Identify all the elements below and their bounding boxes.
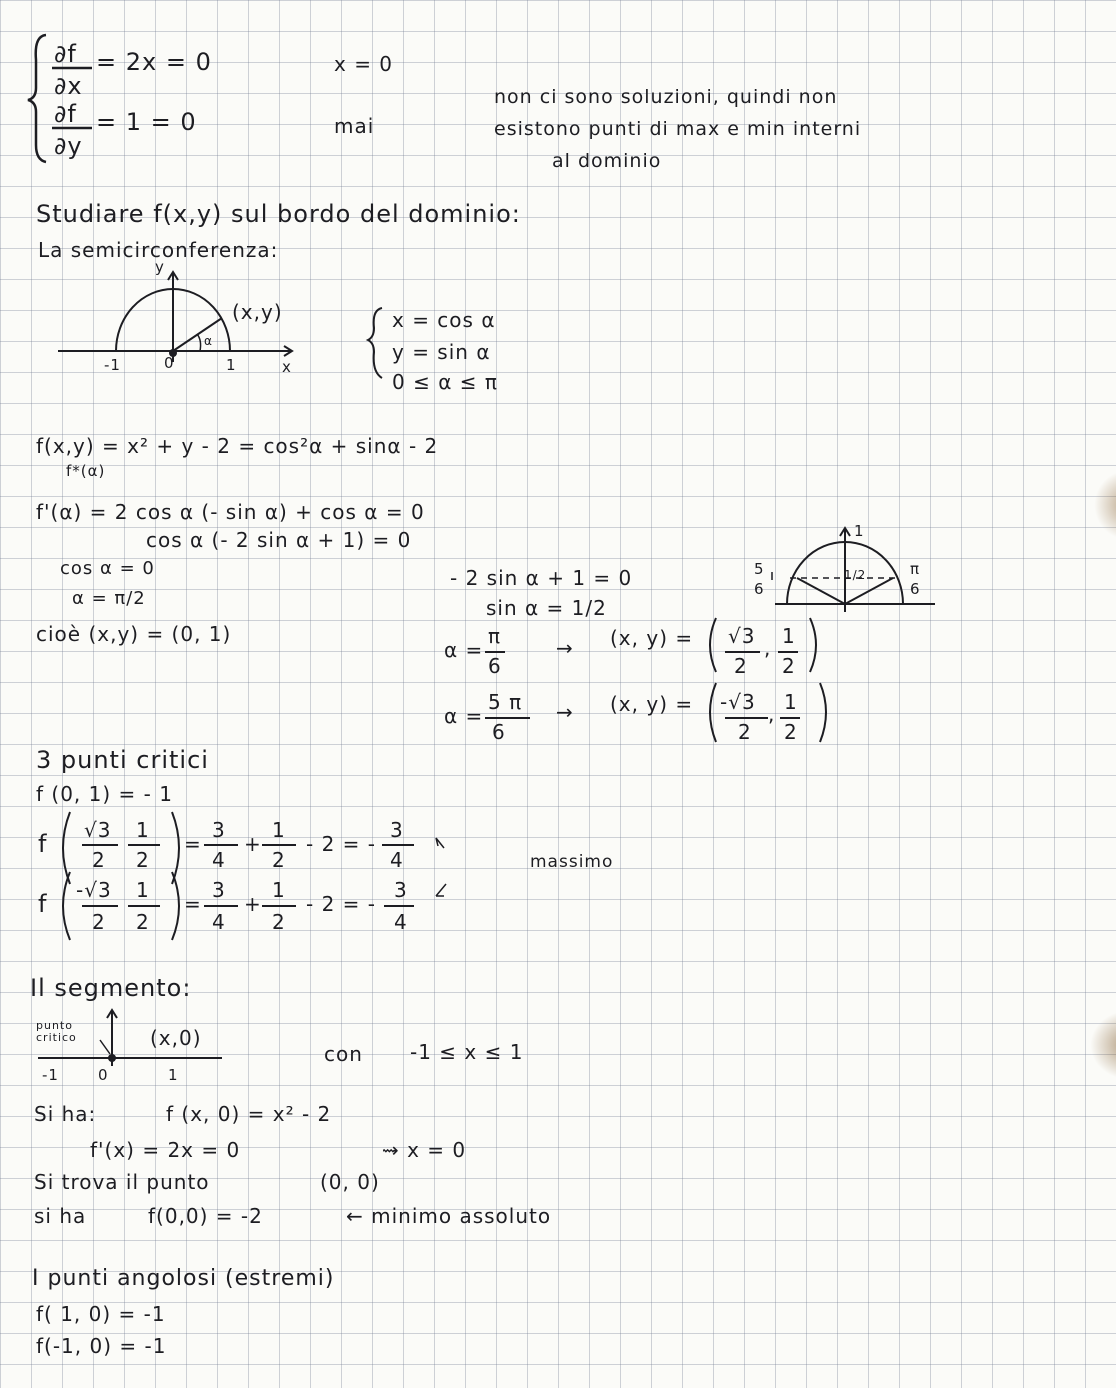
tick-zero: 0 — [164, 354, 175, 372]
arrow-1: → — [556, 636, 574, 660]
two-2b: 2 — [784, 720, 798, 744]
mai-note: mai — [334, 114, 375, 138]
c2-three-b: 3 — [394, 878, 408, 902]
c1-one: 1 — [136, 818, 150, 842]
f-1-0: f( 1, 0) = -1 — [36, 1302, 166, 1326]
c2-one-b: 1 — [272, 878, 286, 902]
border-title: Studiare f(x,y) sul bordo del dominio: — [36, 200, 521, 228]
c2-three: 3 — [212, 878, 226, 902]
c1-four-b: 4 — [390, 848, 404, 872]
alpha-pi-half: α = π/2 — [72, 588, 146, 609]
c1-three: 3 — [212, 818, 226, 842]
tick-one: 1 — [226, 356, 237, 374]
param-y: y = sin α — [392, 340, 491, 364]
dx-denominator: ∂x — [54, 72, 83, 100]
dy-denominator: ∂y — [54, 132, 83, 160]
corners-heading: I punti angolosi (estremi) — [32, 1266, 335, 1291]
sketch-left-num: 5 — [754, 560, 765, 578]
f-star-alpha: f*(α) — [66, 462, 106, 480]
si-ha-2: si ha — [34, 1204, 87, 1228]
param-x: x = cos α — [392, 308, 496, 332]
c2-two-c: 2 — [272, 910, 286, 934]
c1-minus: - 2 = - — [306, 832, 376, 856]
point-label: (x,y) — [232, 300, 283, 324]
sketch-right-num: π — [910, 560, 921, 578]
tick-neg-one: -1 — [104, 356, 121, 374]
minimo-assoluto: ← minimo assoluto — [346, 1204, 552, 1228]
alpha-1-label: α = — [444, 638, 484, 662]
alpha-1-num: π — [488, 624, 502, 648]
seg-tick-one: 1 — [168, 1066, 179, 1084]
sqrt3-1: √3 — [728, 624, 756, 648]
c1-two-c: 2 — [272, 848, 286, 872]
two-1b: 2 — [782, 654, 796, 678]
c1-three-b: 3 — [390, 818, 404, 842]
alpha-2-label: α = — [444, 704, 484, 728]
f-prefix-2: f — [38, 890, 48, 918]
max-note: massimo — [530, 852, 614, 872]
xy-eq-2: (x, y) = — [610, 692, 694, 716]
comma-1: , — [764, 636, 772, 660]
axis-x-label: x — [282, 358, 292, 376]
x-equals-zero: ⇝ x = 0 — [382, 1138, 467, 1162]
point-00: (0, 0) — [320, 1170, 380, 1194]
seg-tick-zero: 0 — [98, 1066, 109, 1084]
critical-heading: 3 punti critici — [36, 746, 209, 774]
gradient-eq-y: = 1 = 0 — [96, 108, 197, 136]
cos-zero: cos α = 0 — [60, 558, 155, 579]
neg-sqrt3-2: -√3 — [720, 690, 756, 714]
x-zero: x = 0 — [334, 52, 394, 76]
f-x-0: f (x, 0) = x² - 2 — [166, 1102, 332, 1126]
c2-four-b: 4 — [394, 910, 408, 934]
seg-tick-neg: -1 — [42, 1066, 59, 1084]
punto-critico-label: punto critico — [36, 1019, 77, 1044]
two-1: 2 — [734, 654, 748, 678]
c1-two: 2 — [92, 848, 106, 872]
alpha-2-den: 6 — [492, 720, 506, 744]
f-prefix-1: f — [38, 830, 48, 858]
cioe-line: cioè (x,y) = (0, 1) — [36, 622, 232, 646]
sketch-left-den: 6 — [754, 580, 765, 598]
c1-sqrt3: √3 — [84, 818, 112, 842]
c2-four: 4 — [212, 910, 226, 934]
semicircle-heading: La semicirconferenza: — [38, 238, 279, 262]
f-prime-x: f'(x) = 2x = 0 — [90, 1138, 241, 1162]
f-00: f(0,0) = -2 — [148, 1204, 263, 1228]
sketch-right-den: 6 — [910, 580, 921, 598]
xy-eq-1: (x, y) = — [610, 626, 694, 650]
one-1: 1 — [782, 624, 796, 648]
df-numerator: ∂f — [54, 40, 77, 68]
two-2: 2 — [738, 720, 752, 744]
c2-eq: = — [184, 892, 202, 916]
df-numerator-y: ∂f — [54, 100, 77, 128]
c1-plus: + — [244, 832, 262, 856]
comma-2: , — [768, 702, 776, 726]
si-ha-label: Si ha: — [34, 1102, 97, 1126]
arrow-2: → — [556, 700, 574, 724]
f-substitution: f(x,y) = x² + y - 2 = cos²α + sinα - 2 — [36, 434, 439, 458]
c2-two: 2 — [92, 910, 106, 934]
c1-two-b: 2 — [136, 848, 150, 872]
comment-line-1: non ci sono soluzioni, quindi non — [494, 86, 838, 108]
c1-eq: = — [184, 832, 202, 856]
param-range: 0 ≤ α ≤ π — [392, 370, 498, 394]
angle-label: α — [204, 334, 213, 348]
one-2: 1 — [784, 690, 798, 714]
c2-plus: + — [244, 892, 262, 916]
c1-four: 4 — [212, 848, 226, 872]
c2-neg-sqrt3: -√3 — [76, 878, 112, 902]
si-trova: Si trova il punto — [34, 1170, 210, 1194]
c2-two-b: 2 — [136, 910, 150, 934]
alpha-2-num: 5 π — [488, 690, 523, 714]
sketch-top-one: 1 — [854, 522, 865, 540]
sketch-half: 1/2 — [844, 568, 867, 582]
segment-heading: Il segmento: — [30, 974, 192, 1002]
sin-branch: - 2 sin α + 1 = 0 — [450, 566, 633, 590]
f-prime-alpha: f'(α) = 2 cos α (- sin α) + cos α = 0 — [36, 500, 425, 524]
gradient-eq-x: = 2x = 0 — [96, 48, 212, 76]
f-neg1-0: f(-1, 0) = -1 — [36, 1334, 167, 1358]
f-0-1: f (0, 1) = - 1 — [36, 782, 173, 806]
comment-line-3: al dominio — [552, 150, 662, 172]
segment-point: (x,0) — [150, 1026, 202, 1050]
segment-range: -1 ≤ x ≤ 1 — [410, 1040, 524, 1064]
alpha-1-den: 6 — [488, 654, 502, 678]
c2-one: 1 — [136, 878, 150, 902]
axis-y-label: y — [155, 258, 165, 276]
c1-one-b: 1 — [272, 818, 286, 842]
factor-line: cos α (- 2 sin α + 1) = 0 — [146, 528, 412, 552]
con-label: con — [324, 1042, 363, 1066]
comment-line-2: esistono punti di max e min interni — [494, 118, 862, 140]
c2-minus: - 2 = - — [306, 892, 376, 916]
sin-half: sin α = 1/2 — [486, 596, 607, 620]
